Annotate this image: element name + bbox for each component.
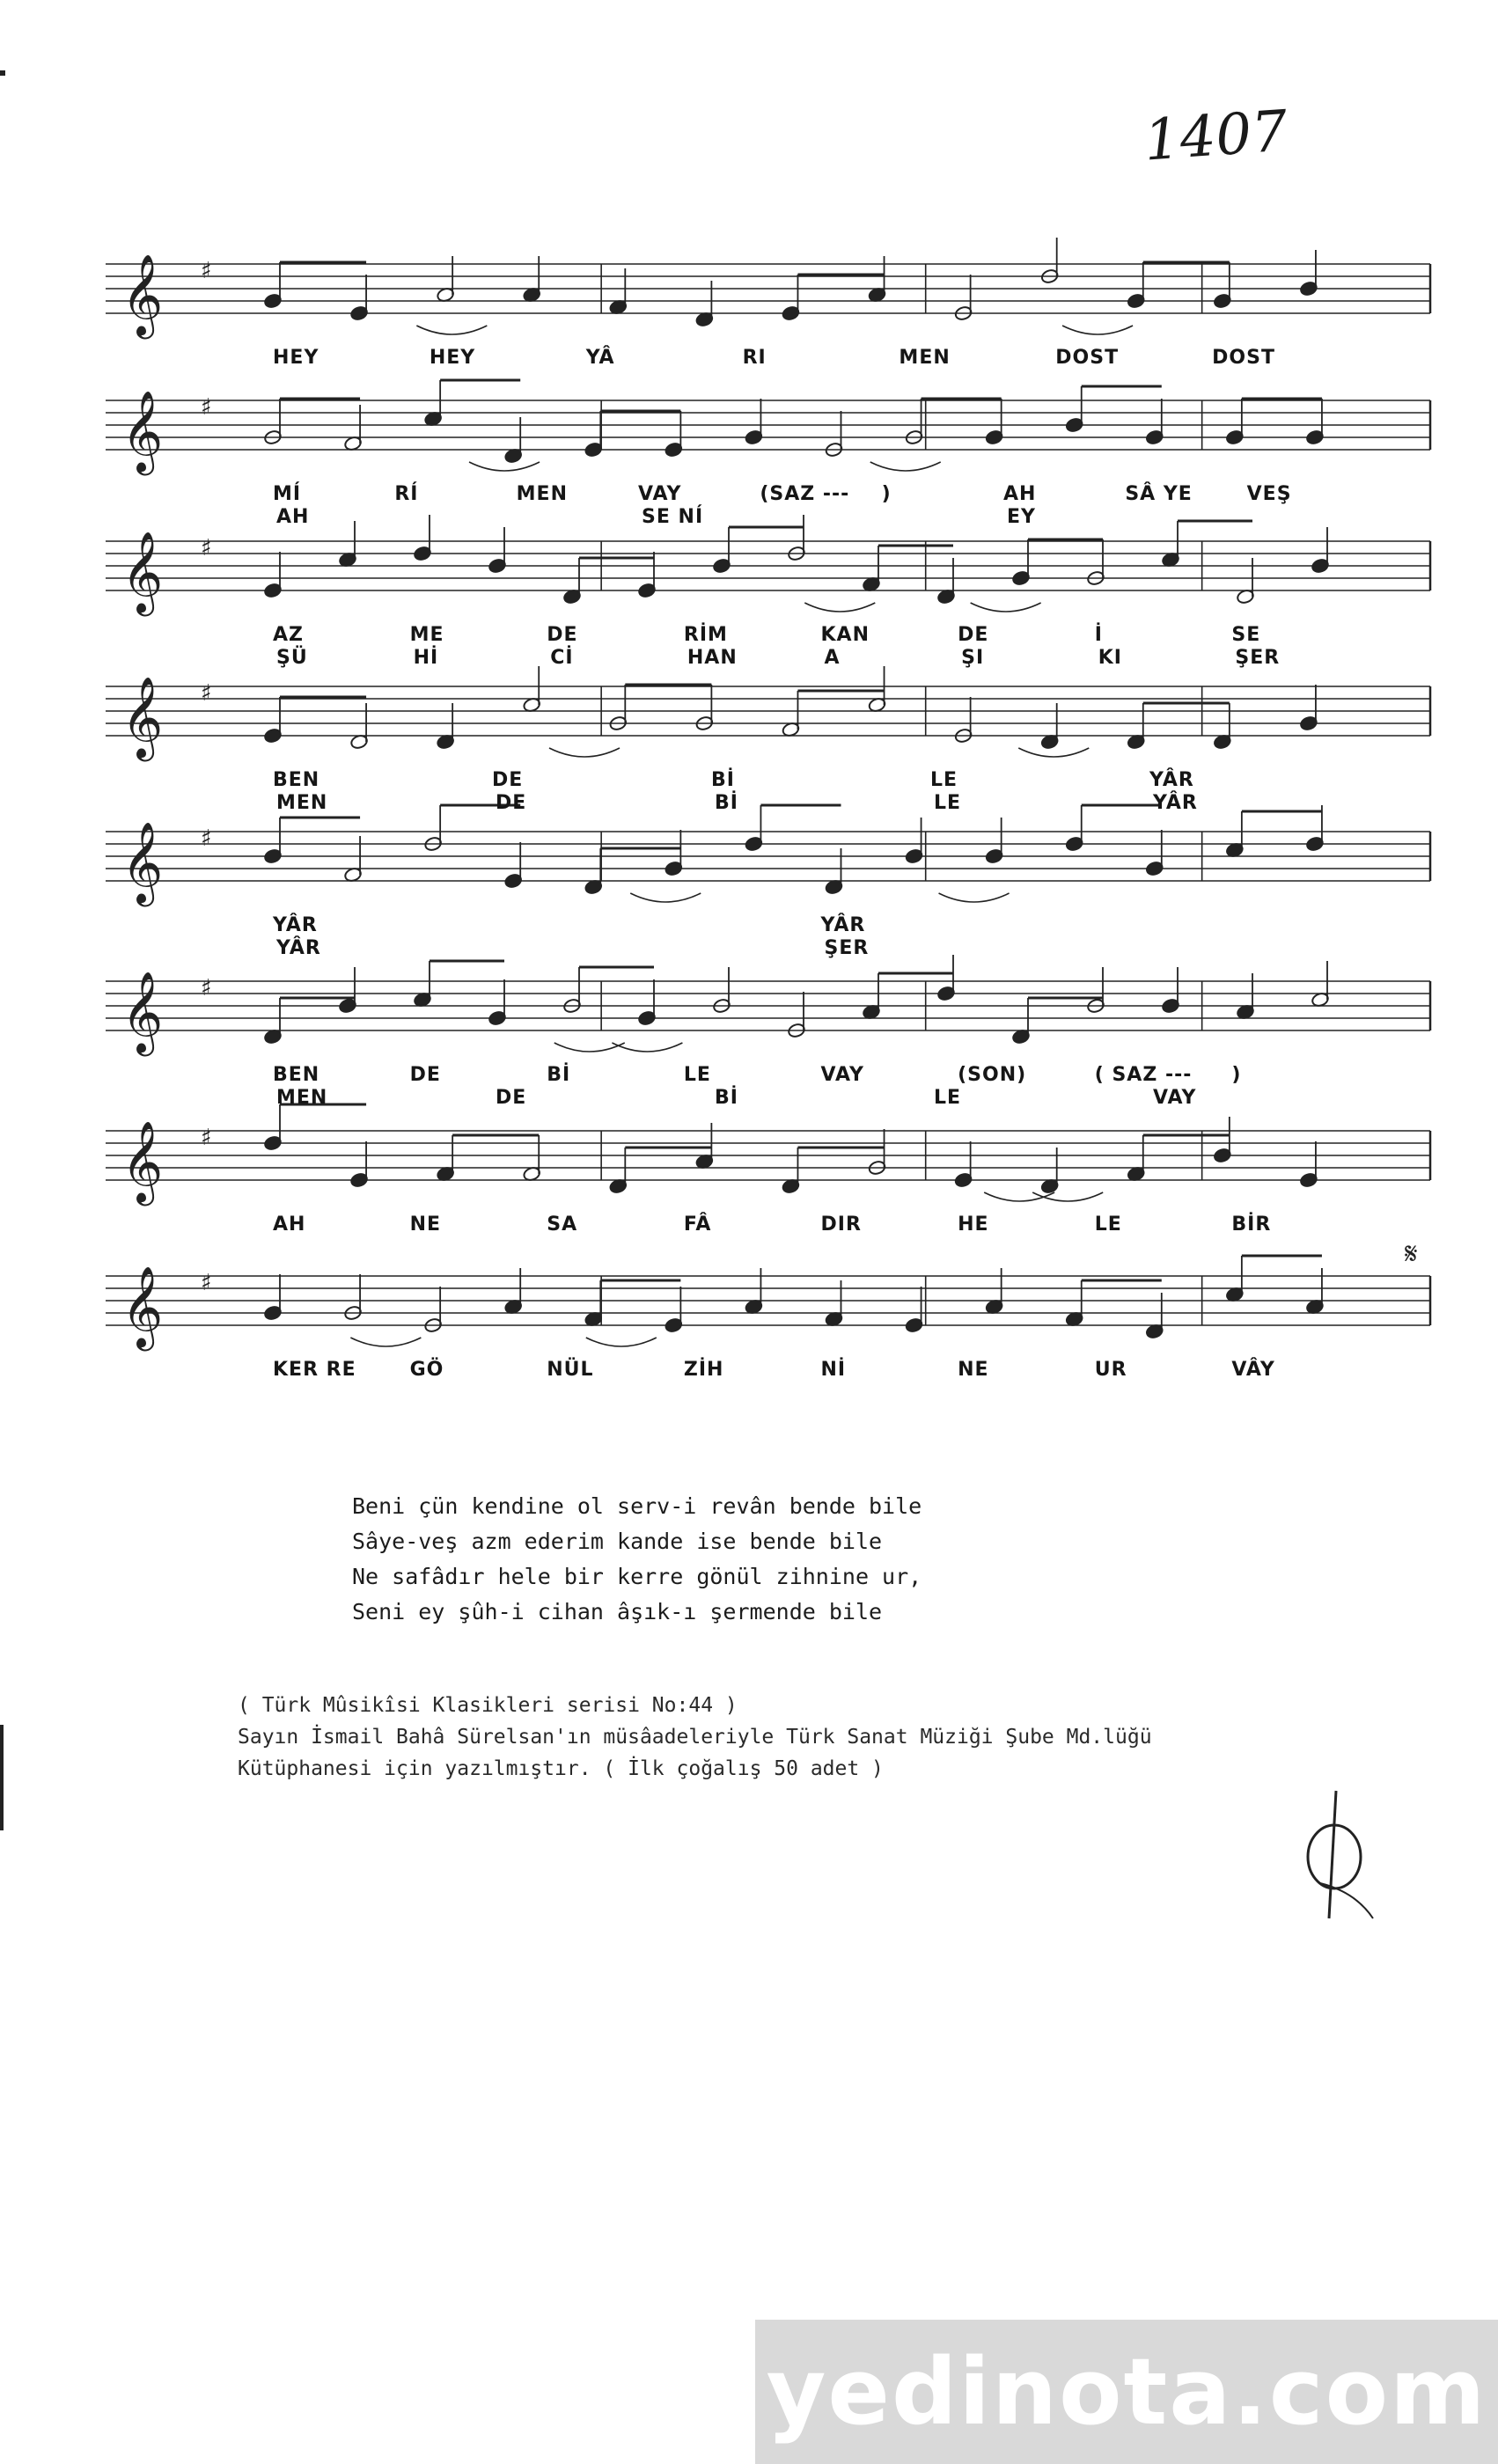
- footer-notes: [238, 1690, 1435, 1785]
- lyric-syllable: SA: [547, 1214, 578, 1236]
- treble-clef-icon: 𝄞: [121, 821, 164, 903]
- slur: [630, 893, 701, 902]
- lyric-syllable: RÍ: [394, 483, 419, 505]
- margin-dot: [0, 70, 5, 76]
- treble-clef-icon: 𝄞: [121, 253, 164, 335]
- lyric-syllable: MEN: [899, 347, 951, 369]
- poem-line: Sâye-veş azm ederim kande ise bende bile: [352, 1529, 883, 1554]
- lyric-syllable: ŞI: [961, 647, 985, 669]
- lyric-syllable: ŞER: [1235, 647, 1281, 669]
- lyric-syllable: HEY: [429, 347, 476, 369]
- lyric-syllable: AH: [273, 1214, 306, 1236]
- key-signature-icon: ♯: [201, 825, 212, 852]
- lyric-syllable: NE: [409, 1214, 442, 1236]
- lyric-syllable: LE: [934, 792, 962, 814]
- lyric-syllable: YÂR: [273, 914, 318, 936]
- slur: [416, 326, 487, 334]
- lyric-syllable: ): [881, 483, 892, 505]
- slur: [870, 462, 941, 471]
- slur: [586, 1338, 657, 1346]
- poem-line: Beni çün kendine ol serv-i revân bende bile: [352, 1493, 922, 1519]
- lyric-syllable: ): [1231, 1064, 1242, 1086]
- lyric-syllable: Nİ: [820, 1359, 847, 1381]
- lyric-syllable: DE: [547, 624, 578, 646]
- lyric-syllable: (SON): [958, 1064, 1027, 1086]
- library-note: Kütüphanesi için yazılmıştır. ( İlk çoğalış 50 adet ): [238, 1757, 884, 1780]
- lyric-syllable: HEY: [273, 347, 319, 369]
- slur: [1032, 1192, 1103, 1201]
- slur: [549, 748, 620, 757]
- lyric-syllable: AZ: [273, 624, 304, 646]
- lyric-syllable: SÂ YE: [1125, 483, 1193, 505]
- lyric-syllable: MÍ: [273, 483, 302, 505]
- poem-line: Seni ey şûh-i cihan âşık-ı şermende bile: [352, 1599, 883, 1624]
- treble-clef-icon: 𝄞: [121, 1265, 164, 1347]
- lyric-syllable: VAY: [820, 1064, 864, 1086]
- lyric-syllable: DOST: [1055, 347, 1120, 369]
- lyric-syllable: AH: [276, 506, 310, 528]
- lyric-syllable: MEN: [276, 792, 328, 814]
- lyric-syllable: GÖ: [409, 1359, 444, 1381]
- lyric-syllable: EY: [1007, 506, 1036, 528]
- catalog-number: 1407: [1142, 99, 1290, 174]
- lyric-syllable: YÂ: [585, 347, 615, 369]
- lyric-syllable: DE: [409, 1064, 441, 1086]
- lyric-syllable: YÂR: [820, 914, 866, 936]
- lyric-syllable: RİM: [683, 624, 728, 646]
- lyric-syllable: MEN: [276, 1087, 328, 1109]
- lyric-syllable: Hİ: [413, 647, 439, 669]
- lyric-syllable: DIR: [820, 1214, 862, 1236]
- lyric-syllable: ZİH: [683, 1359, 724, 1381]
- series-note: ( Türk Mûsikîsi Klasikleri serisi No:44 ): [238, 1694, 738, 1717]
- lyric-syllable: BEN: [273, 1064, 320, 1086]
- lyric-syllable: NE: [958, 1359, 989, 1381]
- key-signature-icon: ♯: [201, 975, 212, 1001]
- slur: [971, 603, 1041, 612]
- lyric-syllable: Bİ: [715, 1087, 738, 1109]
- lyric-syllable: ŞER: [824, 937, 870, 959]
- treble-clef-icon: 𝄞: [121, 971, 164, 1052]
- lyric-syllable: LE: [1094, 1214, 1122, 1236]
- lyric-syllable: (SAZ ---: [760, 483, 850, 505]
- key-signature-icon: ♯: [201, 1125, 212, 1151]
- poem-line: Ne safâdır hele bir kerre gönül zihnine ur,: [352, 1564, 922, 1589]
- slur: [1018, 748, 1089, 757]
- lyric-syllable: YÂR: [1153, 792, 1198, 814]
- lyric-syllable: ( SAZ ---: [1094, 1064, 1193, 1086]
- lyric-syllable: FÂ: [683, 1214, 712, 1236]
- treble-clef-icon: 𝄞: [121, 390, 164, 472]
- key-signature-icon: ♯: [201, 535, 212, 561]
- treble-clef-icon: 𝄞: [121, 676, 164, 758]
- lyric-syllable: VAY: [1153, 1087, 1197, 1109]
- lyric-syllable: YÂR: [276, 937, 321, 959]
- lyric-syllable: KI: [1098, 647, 1122, 669]
- lyric-syllable: HAN: [687, 647, 738, 669]
- permission-note: Sayın İsmail Bahâ Sürelsan'ın müsâadeleriyle Türk Sanat Müziği Şube Md.lüğü: [238, 1726, 1152, 1749]
- lyric-syllable: AH: [1003, 483, 1037, 505]
- lyric-syllable: LE: [683, 1064, 711, 1086]
- key-signature-icon: ♯: [201, 394, 212, 421]
- lyric-syllable: SE: [1231, 624, 1261, 646]
- lyric-syllable: DE: [492, 769, 524, 791]
- signature-mark: [1285, 1786, 1391, 1927]
- lyric-syllable: DE: [496, 1087, 527, 1109]
- lyric-syllable: ŞÜ: [276, 647, 308, 669]
- lyric-syllable: SE NÍ: [642, 506, 704, 528]
- lyric-syllable: MEN: [516, 483, 568, 505]
- lyric-syllable: RI: [742, 347, 767, 369]
- lyric-syllable: YÂR: [1149, 769, 1194, 791]
- slur: [469, 462, 540, 471]
- lyric-syllable: KAN: [820, 624, 870, 646]
- segno-icon: 𝄋: [1405, 1236, 1418, 1272]
- key-signature-icon: ♯: [201, 680, 212, 707]
- lyric-syllable: HE: [958, 1214, 989, 1236]
- lyric-syllable: DOST: [1212, 347, 1275, 369]
- lyric-syllable: VEŞ: [1246, 483, 1292, 505]
- lyric-syllable: NÜL: [547, 1359, 594, 1381]
- lyric-syllable: LE: [934, 1087, 962, 1109]
- watermark: yedinota.com: [755, 2320, 1498, 2464]
- key-signature-icon: ♯: [201, 1270, 212, 1296]
- lyric-syllable: ME: [409, 624, 444, 646]
- margin-line: [0, 1725, 4, 1830]
- lyric-syllable: Cİ: [550, 647, 574, 669]
- key-signature-icon: ♯: [201, 258, 212, 284]
- lyric-syllable: A: [824, 647, 841, 669]
- lyric-syllable: Bİ: [715, 792, 738, 814]
- slur: [804, 603, 875, 612]
- lyric-syllable: DE: [496, 792, 527, 814]
- lyric-syllable: KER RE: [273, 1359, 356, 1381]
- lyric-syllable: İ: [1094, 624, 1103, 646]
- slur: [939, 893, 1010, 902]
- lyric-syllable: BEN: [273, 769, 320, 791]
- lyric-syllable: LE: [930, 769, 958, 791]
- slur: [1062, 326, 1133, 334]
- lyric-syllable: DE: [958, 624, 989, 646]
- lyric-syllable: BİR: [1231, 1214, 1272, 1236]
- slur: [350, 1338, 421, 1346]
- lyric-syllable: VÂY: [1231, 1359, 1275, 1381]
- treble-clef-icon: 𝄞: [121, 1120, 164, 1202]
- treble-clef-icon: 𝄞: [121, 531, 164, 612]
- lyric-syllable: Bİ: [547, 1064, 571, 1086]
- lyric-syllable: UR: [1094, 1359, 1127, 1381]
- lyric-syllable: VAY: [638, 483, 682, 505]
- lyric-syllable: Bİ: [711, 769, 735, 791]
- poem: [352, 1489, 1144, 1630]
